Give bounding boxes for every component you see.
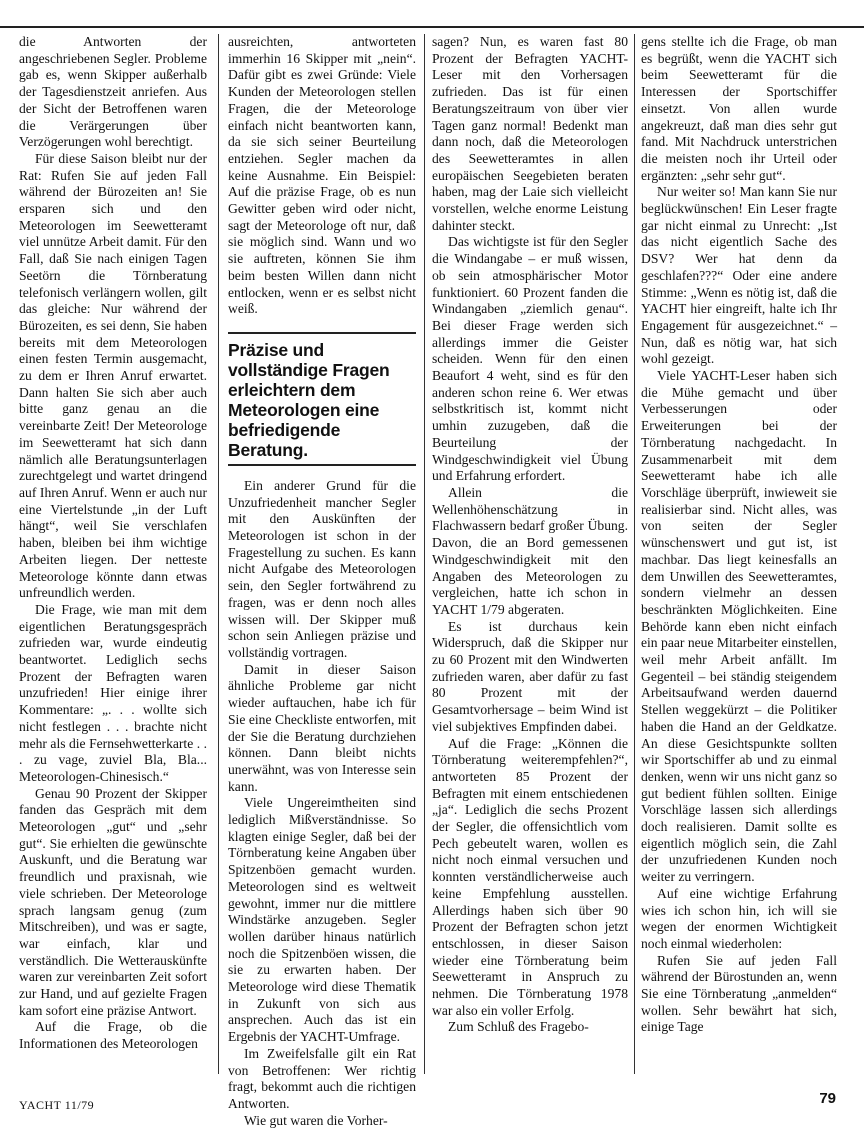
- top-rule: [0, 26, 864, 28]
- article-column-2: [228, 34, 416, 1129]
- paragraph: Ein anderer Grund für die Unzufriedenheit mancher Segler mit den Auskünften der Meteorologen ist schon in der Fragestellung zu suchen. Es kann nicht Aufgabe des Meteorologen sein, den Segler fortwährend zu fragen, was er denn noch alles wissen will. Der Skipper muß schon sein Anliegen präzise und vollständig vortragen.: [228, 477, 416, 660]
- paragraph: Wie gut waren die Vorher-: [244, 1112, 388, 1128]
- column-divider: [218, 34, 219, 1074]
- paragraph: Für diese Saison bleibt nur der Rat: Rufen Sie auf jeden Fall während der Bürozeiten an! Sie ersparen sich und den Meteorologen im Seewetteramt viel unnütze Arbeit damit. Für den Fall, daß Sie nach einigen Tagen Seetörn die Törnberatung telefonisch verlängern wollen, gilt das gleiche: Nur während der Bürozeiten, es sei denn, Sie haben bereits mit dem Meteorologen einen festen Termin ausgemacht, zu dem er Ihren Anruf erwartet. Dann halten Sie sich aber auch bitte ganz genau an die vereinbarte Zeit! Der Meteorologe im Seewetteramt hat sich dann nämlich alle Beratungsunterlagen zurechtgelegt und wartet dringend auf Ihren Anruf. Wenn er auch nur eine Viertelstunde „in der Luft hängt“, weil Sie verschlafen haben, bleiben bei ihm wichtige Arbeiten liegen. Der netteste Meteorologe könnte dann etwas unfreundlich werden.: [19, 150, 207, 601]
- paragraph: Im Zweifelsfalle gilt ein Rat von Betroffenen: Wer richtig fragt, bekommt auch die richtigen Antworten.: [228, 1045, 416, 1111]
- paragraph: Es ist durchaus kein Widerspruch, daß die Skipper nur zu 60 Prozent mit den Windwerten zufrieden waren, aber dafür zu fast 80 Prozent mit der Gesamtvorhersage – beim Wind ist viel subjektives Empfinden dabei.: [432, 618, 628, 734]
- column-divider: [424, 34, 425, 1074]
- paragraph: Auf die Frage: „Können die Törnberatung weiterempfehlen?“, antworteten 85 Prozent der Befragten mit einem entschiedenen „ja“. Lediglich die sechs Prozent der Segler, die offensichtlich vom Pech gebeutelt waren, wollen es nicht noch einmal versuchen und konnten verständlicherweise auch keine Empfehlung ausstellen. Allerdings haben sich über 90 Prozent der Befragten schon jetzt entschlossen, in dieser Saison wieder eine Törnberatung beim Seewetteramt in Anspruch zu nehmen. Die Törnberatung 1978 war also ein voller Erfolg.: [432, 735, 628, 1018]
- headline-box: [228, 332, 416, 466]
- paragraph: gens stellte ich die Frage, ob man es begrüßt, wenn die YACHT sich beim Seewetteramt für die Interessen der Sportschiffer einsetzt. Von allen wurde angekreuzt, daß man dies sehr gut fand. Mit Nachdruck unterstrichen die meisten noch ihr Urteil oder ergänzten: „sehr sehr gut“.: [641, 34, 837, 183]
- column-divider: [634, 34, 635, 1074]
- paragraph: Viele Ungereimtheiten sind lediglich Mißverständnisse. So klagten einige Segler, daß bei der Törnberatung keine Angaben über Spitzenböen gemacht wurden. Meteorologen sind es weltweit gewohnt, immer nur die mittlere Windstärke anzugeben. Segler wollen darüber hinaus natürlich noch die Spitzenböen wissen, die sie zu erwarten haben. Der Meteorologe wird diese Thematik in Zukunft von sich aus ansprechen. Auch das ist ein Ergebnis der YACHT-Umfrage.: [228, 795, 416, 1045]
- paragraph: Auf die Frage, ob die Informationen des Meteorologen: [19, 1019, 207, 1052]
- paragraph: Rufen Sie auf jeden Fall während der Bürostunden an, wenn Sie eine Törnberatung „anmelden“ wollen. Sehr bewährt hat sich, einige Tage: [641, 952, 837, 1035]
- article-column-4: [641, 34, 837, 1036]
- paragraph: ausreichten, antworteten immerhin 16 Skipper mit „nein“. Dafür gibt es zwei Gründe: Viele Kunden der Meteorologen stellen Fragen, die der Meteorologe einfach nicht beantworten kann, da sie sich seiner Beurteilung entziehen. Segler machen da keine Ausnahme. Ein Beispiel: Auf die präzise Frage, ob es nun Gewitter geben wird oder nicht, sagt der Meteorologe oft nur, daß sie möglich sind. Wann und wo sie auftreten, können Sie ihm beim besten Willen dann nicht entlocken, wenn er es selbst nicht weiß.: [228, 34, 416, 317]
- paragraph: Zum Schluß des Fragebo-: [448, 1019, 589, 1035]
- paragraph: Genau 90 Prozent der Skipper fanden das Gespräch mit dem Meteorologen „gut“ und „sehr gut“. Sie erhielten die gewünschte Auskunft, und die Beratung war freundlich und praxisnah, wie viele schrieben. Der Meteorologe sprach langsam genug (zum Mitschreiben), und was er sagte, war einfach, klar und verständlich. Die Wetterauskünfte waren zur vereinbarten Zeit sofort zur Hand, und auf gezielte Fragen kam sofort eine präzise Antwort.: [19, 785, 207, 1018]
- paragraph: Die Frage, wie man mit dem eigentlichen Beratungsgespräch zufrieden war, wurde eindeutig beantwortet. Lediglich sechs Prozent der Befragten waren unzufrieden! Hier einige ihrer Kommentare: „. . . wollte sich nicht festlegen . . . brachte nicht mehr als die Fernsehwetterkarte . . . zu vage, zuviel Bla, Bla... Meteorologen-Chinesisch.“: [19, 601, 207, 784]
- paragraph: Auf eine wichtige Erfahrung wies ich schon hin, ich will sie wegen der enormen Wichtigkeit noch einmal wiederholen:: [641, 885, 837, 951]
- paragraph: Damit in dieser Saison ähnliche Probleme gar nicht wieder auftauchen, habe ich für Sie eine Checkliste entworfen, mit der Sie die Beratung durchziehen können. Dann bleibt nichts unerwähnt, was von Interesse sein kann.: [228, 661, 416, 794]
- paragraph: Allein die Wellenhöhenschätzung in Flachwassern bedarf großer Übung. Davon, die an Bord gemessenen Windgeschwindigkeit mit den Angaben des Meteorologen zu vergleichen, hatte ich schon in YACHT 1/79 abgeraten.: [432, 484, 628, 617]
- paragraph: Viele YACHT-Leser haben sich die Mühe gemacht und über Verbesserungen oder Erweiterungen bei der Törnberatung nachgedacht. In Zusammenarbeit mit dem Seewetteramt habe ich alle Vorschläge überprüft, inwieweit sie realisierbar sind. Nicht alles, was von seiten der Segler wünschenswert und gut ist, ist machbar. Das liegt keinesfalls an dem Unwillen des Seewetteramtes, sondern vielmehr an dessen beschränkten Möglichkeiten. Eine Behörde kann eben nicht einfach ein paar neue Mitarbeiter einstellen, weil mehr Arbeit anfällt. Im Gegenteil – bei ständig steigendem Arbeitsaufwand werden dauernd Stellen weggekürzt – die Politiker haben die Hand an der Geldkatze. An diese Gesichtspunkte sollten wir Sportschiffer ab und zu einmal denken, wenn wir uns nicht ganz so gut bedient fühlen sollten. Einige Vorschläge lassen sich allerdings doch realisieren. Damit sollte es eigentlich möglich sein, die Zahl der unzufriedenen Kunden noch weiter zu verringern.: [641, 368, 837, 885]
- paragraph: Nur weiter so! Man kann Sie nur beglückwünschen! Ein Leser fragte gar nicht einmal zu Unrecht: „Ist das nicht eigentlich Sache des DSV? Wer hat denn da geschlafen???“ Oder eine andere Stimme: „Wenn es nötig ist, daß die YACHT hier eingreift, halte ich Ihr Engagement für ausgezeichnet.“ – Nun, daß es nötig war, hat sich wohl gezeigt.: [641, 184, 837, 367]
- paragraph: sagen? Nun, es waren fast 80 Prozent der Befragten YACHT-Leser mit den Vorhersagen zufrieden. Das ist für einen Beratungszeitraum von über vier Tagen ganz normal! Bedenkt man dann noch, daß die Meteorologen des Seewetteramtes in allen europäischen Seegebieten beraten haben, mag der Laie sich vielleicht vorstellen, welche enorme Leistung dahinter steckt.: [432, 34, 628, 233]
- paragraph: die Antworten der angeschriebenen Segler. Probleme gab es, wenn Skipper außerhalb der Tagesdienstzeit anriefen. Aus der Sicht der Betroffenen waren die Verärgerungen über Verzögerungen wohl berechtigt.: [19, 34, 207, 150]
- headline: Präzise und vollständige Fragen erleichtern dem Meteorologen eine befriedigende Beratung.: [228, 339, 390, 460]
- issue-label: YACHT 11/79: [19, 1098, 95, 1112]
- page-number: 79: [819, 1090, 836, 1107]
- article-column-1: [19, 34, 207, 1053]
- article-column-3: [432, 34, 628, 1036]
- paragraph: Das wichtigste ist für den Segler die Windangabe – er muß wissen, ob sein atmosphärischer Motor funktioniert. 60 Prozent fanden die Windangaben „ziemlich genau“. Bei dieser Frage werden sich allerdings immer die Geister scheiden. Wenn für den einen Beaufort 4 weht, sind es für den anderen schon reine 6. Wer etwas selbstkritisch ist, kommt nicht umhin zuzugeben, daß die Beurteilung der Windgeschwindigkeit viel Übung und Erfahrung erfordert.: [432, 234, 628, 484]
